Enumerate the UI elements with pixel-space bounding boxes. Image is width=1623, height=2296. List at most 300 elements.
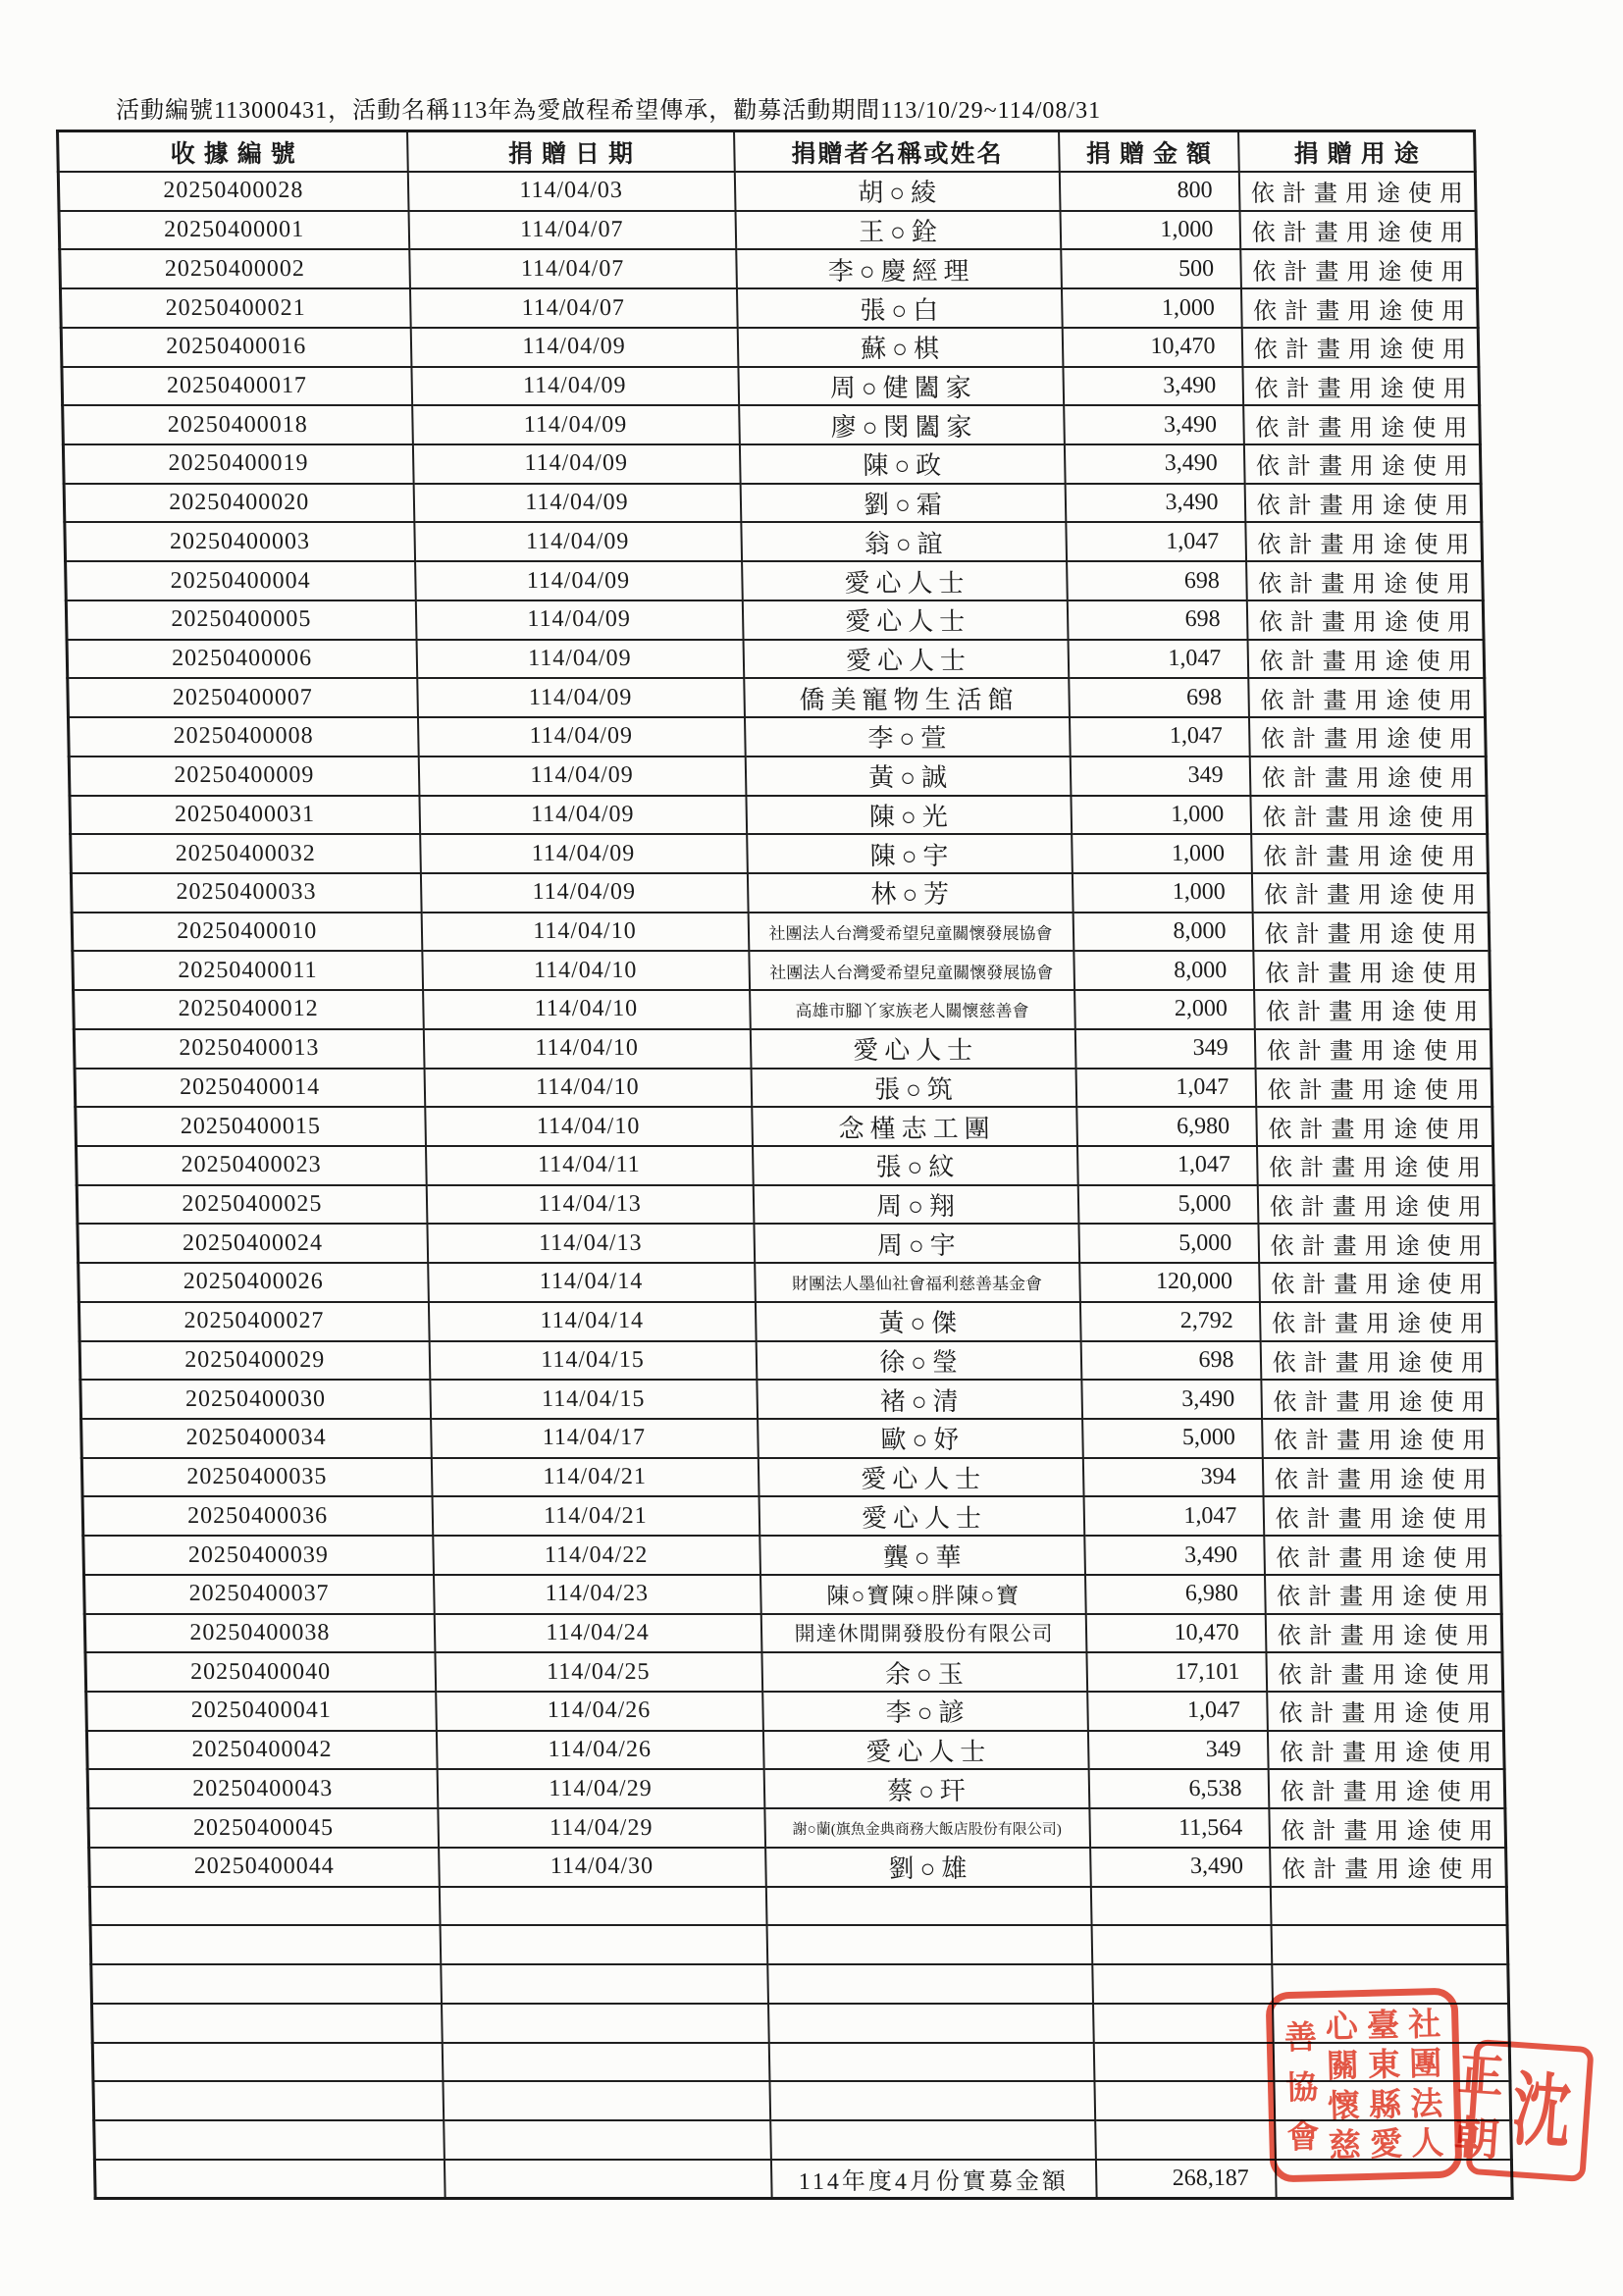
- donation-amount-cell: 6,980: [1076, 1107, 1257, 1146]
- donor-name-cell: 王○銓: [735, 211, 1061, 250]
- donor-name-cell: 張○筑: [751, 1069, 1076, 1108]
- donation-table-grid: [56, 130, 1514, 2200]
- donation-date-cell: 114/04/10: [424, 1069, 752, 1108]
- receipt-number-cell: 20250400036: [82, 1496, 433, 1536]
- empty-cell: [90, 1925, 441, 1964]
- donation-purpose-cell: 依計畫用途使用: [1259, 1302, 1496, 1341]
- donation-date-cell: 114/04/24: [434, 1614, 761, 1653]
- col-header-donor-name: 捐贈者名稱或姓名: [734, 131, 1060, 173]
- receipt-number-cell: 20250400032: [71, 834, 421, 873]
- empty-cell: [768, 2043, 1094, 2082]
- page-title: 活動編號113000431，活動名稱113年為愛啟程希望傳承，勸募活動期間113/10/29~114/08/31: [116, 98, 1102, 124]
- donor-name-cell: 劉○雄: [765, 1848, 1091, 1887]
- receipt-number-cell: 20250400024: [78, 1224, 428, 1263]
- receipt-number-cell: 20250400039: [83, 1536, 434, 1575]
- donation-amount-cell: 3,490: [1063, 367, 1243, 406]
- table-row: [83, 1536, 1501, 1575]
- empty-cell: [92, 2004, 443, 2043]
- table-row: [71, 834, 1489, 873]
- empty-cell: [768, 2004, 1094, 2043]
- donor-name-cell: 李○萱: [744, 717, 1070, 757]
- receipt-number-cell: 20250400015: [76, 1107, 426, 1146]
- donation-amount-cell: 1,047: [1076, 1146, 1257, 1185]
- donation-amount-cell: 2,000: [1074, 990, 1255, 1029]
- donation-date-cell: 114/04/03: [407, 172, 735, 211]
- donor-name-cell: 開達休閒開發股份有限公司: [760, 1614, 1086, 1653]
- donor-name-cell: 陳○寶陳○胖陳○寶: [759, 1575, 1085, 1614]
- donation-date-cell: 114/04/15: [430, 1380, 758, 1419]
- donor-name-cell: 僑美寵物生活館: [744, 678, 1070, 717]
- total-label-cell: 114年度4月份實募金額: [770, 2160, 1096, 2199]
- empty-cell: [440, 1925, 767, 1964]
- receipt-number-cell: 20250400040: [85, 1652, 436, 1692]
- donation-purpose-cell: 依計畫用途使用: [1240, 288, 1478, 328]
- header-row: [58, 131, 1476, 173]
- receipt-number-cell: 20250400037: [83, 1575, 434, 1614]
- receipt-number-cell: 20250400033: [71, 873, 421, 913]
- donation-date-cell: 114/04/13: [427, 1224, 755, 1263]
- donation-purpose-cell: 依計畫用途使用: [1245, 522, 1483, 561]
- donor-name-cell: 社團法人台灣愛希望兒童關懷發展協會: [749, 951, 1074, 990]
- empty-cell: [444, 2160, 771, 2199]
- donation-purpose-cell: 依計畫用途使用: [1268, 1769, 1505, 1808]
- donor-name-cell: 蘇○棋: [737, 328, 1063, 367]
- donation-amount-cell: 8,000: [1073, 913, 1253, 952]
- table-row: [83, 1575, 1501, 1614]
- donation-amount-cell: 11,564: [1089, 1808, 1270, 1848]
- donor-name-cell: 念槿志工團: [752, 1107, 1077, 1146]
- donation-amount-cell: 800: [1059, 172, 1239, 211]
- donor-name-cell: 愛心人士: [758, 1458, 1083, 1497]
- donation-amount-cell: 1,047: [1083, 1496, 1264, 1536]
- receipt-number-cell: 20250400009: [69, 757, 419, 796]
- donation-date-cell: 114/04/14: [428, 1263, 756, 1302]
- donation-amount-cell: 1,047: [1069, 717, 1249, 757]
- col-header-donation-amount: 捐贈金額: [1059, 131, 1239, 173]
- receipt-number-cell: 20250400025: [77, 1185, 427, 1225]
- donation-amount-cell: 394: [1082, 1458, 1263, 1497]
- empty-cell: [93, 2081, 444, 2120]
- donation-date-cell: 114/04/14: [428, 1302, 756, 1341]
- donation-purpose-cell: 依計畫用途使用: [1251, 834, 1489, 873]
- donation-date-cell: 114/04/22: [433, 1536, 760, 1575]
- receipt-number-cell: 20250400023: [76, 1146, 426, 1185]
- donation-date-cell: 114/04/09: [417, 717, 745, 757]
- receipt-number-cell: 20250400001: [59, 211, 409, 250]
- empty-cell: [767, 1964, 1093, 2004]
- table-row: [66, 561, 1484, 600]
- donation-date-cell: 114/04/09: [415, 600, 743, 640]
- table-row: [60, 288, 1478, 328]
- empty-cell: [1092, 1964, 1273, 2004]
- donor-name-cell: 張○紋: [752, 1146, 1077, 1185]
- donation-date-cell: 114/04/10: [422, 951, 750, 990]
- table-row: [68, 678, 1486, 717]
- table-row: [76, 1107, 1493, 1146]
- donor-name-cell: 愛心人士: [762, 1731, 1088, 1770]
- donation-amount-cell: 1,047: [1075, 1069, 1256, 1108]
- donation-amount-cell: 1,000: [1072, 834, 1252, 873]
- donor-name-cell: 愛心人士: [759, 1496, 1084, 1536]
- receipt-number-cell: 20250400016: [61, 328, 411, 367]
- donor-name-cell: 陳○光: [746, 796, 1072, 835]
- receipt-number-cell: 20250400028: [58, 172, 408, 211]
- donor-name-cell: 廖○閔闔家: [739, 405, 1065, 444]
- total-amount-cell: 268,187: [1095, 2160, 1276, 2199]
- table-row: [66, 600, 1484, 640]
- table-row: [86, 1731, 1504, 1770]
- donation-date-cell: 114/04/10: [425, 1107, 753, 1146]
- donor-name-cell: 歐○妤: [758, 1419, 1083, 1458]
- donation-purpose-cell: 依計畫用途使用: [1253, 951, 1491, 990]
- name-seal-given-name: 正 朝: [1452, 2047, 1506, 2166]
- donation-date-cell: 114/04/09: [417, 678, 745, 717]
- table-row: [67, 640, 1485, 679]
- donation-purpose-cell: 依計畫用途使用: [1247, 640, 1485, 679]
- empty-cell: [1093, 2043, 1274, 2082]
- table-body: [58, 172, 1512, 2198]
- donation-purpose-cell: 依計畫用途使用: [1269, 1808, 1506, 1848]
- receipt-number-cell: 20250400018: [63, 405, 413, 444]
- donation-date-cell: 114/04/26: [436, 1692, 763, 1731]
- donation-purpose-cell: 依計畫用途使用: [1246, 600, 1484, 640]
- table-row: [59, 211, 1477, 250]
- donation-date-cell: 114/04/10: [423, 990, 751, 1029]
- empty-cell: [1090, 1887, 1271, 1926]
- empty-cell: [92, 2043, 443, 2082]
- donation-amount-cell: 5,000: [1078, 1224, 1259, 1263]
- donor-name-cell: 蔡○玕: [763, 1769, 1089, 1808]
- donation-purpose-cell: 依計畫用途使用: [1241, 328, 1479, 367]
- empty-row: [90, 1925, 1508, 1964]
- receipt-number-cell: 20250400004: [66, 561, 416, 600]
- donation-date-cell: 114/04/09: [415, 561, 743, 600]
- col-header-donation-date: 捐贈日期: [407, 131, 735, 173]
- donor-name-cell: 周○翔: [753, 1185, 1078, 1225]
- donation-date-cell: 114/04/09: [411, 367, 739, 406]
- donation-purpose-cell: 依計畫用途使用: [1251, 873, 1489, 913]
- donation-purpose-cell: 依計畫用途使用: [1262, 1458, 1499, 1497]
- donation-date-cell: 114/04/09: [412, 405, 740, 444]
- donation-date-cell: 114/04/09: [410, 328, 738, 367]
- donation-purpose-cell: 依計畫用途使用: [1265, 1614, 1502, 1653]
- donation-purpose-cell: 依計畫用途使用: [1264, 1536, 1501, 1575]
- receipt-number-cell: 20250400017: [62, 367, 412, 406]
- donation-date-cell: 114/04/21: [432, 1496, 759, 1536]
- donation-amount-cell: 1,000: [1060, 211, 1240, 250]
- donation-amount-cell: 3,490: [1065, 484, 1245, 523]
- table-row: [84, 1614, 1502, 1653]
- donation-date-cell: 114/04/09: [420, 834, 748, 873]
- donation-amount-cell: 1,047: [1087, 1692, 1268, 1731]
- receipt-number-cell: 20250400031: [70, 796, 420, 835]
- receipt-number-cell: 20250400010: [72, 913, 422, 952]
- donation-purpose-cell: 依計畫用途使用: [1256, 1107, 1493, 1146]
- donation-purpose-cell: 依計畫用途使用: [1243, 444, 1481, 484]
- donation-amount-cell: 10,470: [1062, 328, 1242, 367]
- donor-name-cell: 龔○華: [759, 1536, 1085, 1575]
- donation-purpose-cell: 依計畫用途使用: [1262, 1419, 1499, 1458]
- donor-name-cell: 財團法人墨仙社會福利慈善基金會: [755, 1263, 1080, 1302]
- donation-amount-cell: 5,000: [1077, 1185, 1258, 1225]
- donation-amount-cell: 8,000: [1073, 951, 1254, 990]
- receipt-number-cell: 20250400043: [87, 1769, 438, 1808]
- donor-name-cell: 胡○綾: [734, 172, 1060, 211]
- donation-purpose-cell: 依計畫用途使用: [1242, 367, 1480, 406]
- donation-date-cell: 114/04/10: [421, 913, 749, 952]
- donation-purpose-cell: 依計畫用途使用: [1260, 1341, 1497, 1381]
- donation-amount-cell: 698: [1067, 600, 1247, 640]
- table-row: [78, 1224, 1495, 1263]
- donation-amount-cell: 1,047: [1068, 640, 1248, 679]
- donation-purpose-cell: 依計畫用途使用: [1238, 172, 1476, 211]
- donation-purpose-cell: 依計畫用途使用: [1264, 1575, 1501, 1614]
- donation-amount-cell: 1,000: [1061, 288, 1241, 328]
- donor-name-cell: 李○慶經理: [736, 249, 1062, 288]
- donation-amount-cell: 698: [1069, 678, 1249, 717]
- empty-cell: [94, 2160, 445, 2199]
- seal-column: 臺 東 縣 愛: [1366, 2006, 1403, 2164]
- donation-date-cell: 114/04/13: [426, 1185, 754, 1225]
- donation-date-cell: 114/04/09: [413, 484, 741, 523]
- donation-amount-cell: 6,980: [1084, 1575, 1265, 1614]
- donation-date-cell: 114/04/15: [429, 1341, 757, 1381]
- table-row: [86, 1692, 1504, 1731]
- donor-name-cell: 翁○誼: [741, 522, 1067, 561]
- donation-date-cell: 114/04/09: [418, 757, 746, 796]
- donation-table: [56, 130, 1511, 2200]
- donation-date-cell: 114/04/26: [436, 1731, 763, 1770]
- donation-amount-cell: 1,000: [1072, 873, 1252, 913]
- empty-cell: [89, 1887, 440, 1926]
- donor-name-cell: 陳○政: [739, 444, 1065, 484]
- empty-cell: [443, 2081, 770, 2120]
- receipt-number-cell: 20250400019: [63, 444, 413, 484]
- receipt-number-cell: 20250400008: [68, 717, 418, 757]
- donation-amount-cell: 120,000: [1079, 1263, 1260, 1302]
- donation-date-cell: 114/04/17: [431, 1419, 759, 1458]
- empty-cell: [1271, 1925, 1508, 1964]
- receipt-number-cell: 20250400034: [81, 1419, 432, 1458]
- table-row: [79, 1302, 1496, 1341]
- col-header-donation-purpose: 捐贈用途: [1238, 131, 1476, 173]
- table-row: [71, 873, 1489, 913]
- table-row: [74, 1029, 1492, 1069]
- table-row: [75, 1069, 1492, 1108]
- empty-cell: [442, 2004, 769, 2043]
- donation-date-cell: 114/04/07: [408, 211, 736, 250]
- receipt-number-cell: 20250400026: [79, 1263, 429, 1302]
- donation-date-cell: 114/04/09: [414, 522, 742, 561]
- table-row: [89, 1848, 1507, 1887]
- table-row: [68, 717, 1486, 757]
- donation-purpose-cell: 依計畫用途使用: [1244, 484, 1482, 523]
- donation-purpose-cell: 依計畫用途使用: [1257, 1185, 1494, 1225]
- table-row: [72, 913, 1490, 952]
- donation-amount-cell: 500: [1061, 249, 1241, 288]
- donation-date-cell: 114/04/29: [438, 1808, 765, 1848]
- receipt-number-cell: 20250400042: [86, 1731, 437, 1770]
- donation-amount-cell: 2,792: [1079, 1302, 1260, 1341]
- seal-column: 心 關 懷 慈: [1325, 2007, 1362, 2165]
- donation-date-cell: 114/04/10: [423, 1029, 751, 1069]
- donation-purpose-cell: 依計畫用途使用: [1267, 1731, 1504, 1770]
- empty-cell: [94, 2120, 445, 2160]
- donation-purpose-cell: 依計畫用途使用: [1248, 717, 1486, 757]
- empty-cell: [1094, 2081, 1275, 2120]
- receipt-number-cell: 20250400020: [64, 484, 414, 523]
- table-row: [62, 367, 1480, 406]
- donation-amount-cell: 5,000: [1082, 1419, 1263, 1458]
- donor-name-cell: 徐○瑩: [756, 1341, 1081, 1381]
- donation-purpose-cell: 依計畫用途使用: [1266, 1652, 1503, 1692]
- donation-amount-cell: 698: [1080, 1341, 1261, 1381]
- donation-purpose-cell: 依計畫用途使用: [1240, 249, 1478, 288]
- donation-purpose-cell: 依計畫用途使用: [1243, 405, 1481, 444]
- table-row: [65, 522, 1483, 561]
- donation-amount-cell: 10,470: [1085, 1614, 1266, 1653]
- donation-purpose-cell: 依計畫用途使用: [1249, 757, 1487, 796]
- empty-cell: [1093, 2004, 1274, 2043]
- donor-name-cell: 林○芳: [747, 873, 1073, 913]
- table-row: [77, 1185, 1494, 1225]
- table-row: [61, 328, 1479, 367]
- donor-name-cell: 愛心人士: [742, 600, 1068, 640]
- donation-purpose-cell: 依計畫用途使用: [1255, 1069, 1492, 1108]
- table-row: [69, 757, 1487, 796]
- receipt-number-cell: 20250400012: [74, 990, 424, 1029]
- donation-date-cell: 114/04/09: [412, 444, 740, 484]
- table-row: [74, 990, 1492, 1029]
- donation-date-cell: 114/04/09: [420, 873, 748, 913]
- donation-amount-cell: 698: [1067, 561, 1247, 600]
- donation-purpose-cell: 依計畫用途使用: [1248, 678, 1486, 717]
- empty-cell: [439, 1887, 766, 1926]
- donor-name-cell: 黃○誠: [745, 757, 1071, 796]
- empty-cell: [1095, 2120, 1276, 2160]
- table-row: [82, 1496, 1500, 1536]
- table-row: [63, 444, 1481, 484]
- donation-amount-cell: 3,490: [1064, 405, 1244, 444]
- donation-amount-cell: 349: [1070, 757, 1250, 796]
- table-row: [87, 1769, 1505, 1808]
- receipt-number-cell: 20250400002: [60, 249, 410, 288]
- donor-name-cell: 愛心人士: [750, 1029, 1075, 1069]
- donor-name-cell: 愛心人士: [743, 640, 1069, 679]
- organization-seal: [1265, 1987, 1462, 2182]
- table-row: [79, 1341, 1497, 1381]
- receipt-number-cell: 20250400035: [81, 1458, 432, 1497]
- table-row: [63, 405, 1481, 444]
- empty-cell: [766, 1925, 1092, 1964]
- receipt-number-cell: 20250400029: [79, 1341, 430, 1381]
- donation-amount-cell: 349: [1074, 1029, 1255, 1069]
- donation-purpose-cell: 依計畫用途使用: [1258, 1224, 1495, 1263]
- receipt-number-cell: 20250400011: [73, 951, 423, 990]
- receipt-number-cell: 20250400044: [89, 1848, 440, 1887]
- empty-cell: [442, 2043, 769, 2082]
- donation-date-cell: 114/04/09: [419, 796, 747, 835]
- receipt-number-cell: 20250400027: [79, 1302, 429, 1341]
- empty-cell: [770, 2120, 1096, 2160]
- donation-purpose-cell: 依計畫用途使用: [1250, 796, 1488, 835]
- donation-amount-cell: 3,490: [1081, 1380, 1262, 1419]
- empty-cell: [769, 2081, 1095, 2120]
- receipt-number-cell: 20250400007: [68, 678, 418, 717]
- personal-name-seal: [1452, 2039, 1594, 2182]
- col-header-receipt-number: 收據編號: [58, 131, 408, 173]
- donation-date-cell: 114/04/07: [409, 249, 737, 288]
- donor-name-cell: 愛心人士: [742, 561, 1068, 600]
- table-row: [88, 1808, 1506, 1848]
- donation-amount-cell: 3,490: [1084, 1536, 1265, 1575]
- donation-amount-cell: 6,538: [1088, 1769, 1269, 1808]
- empty-cell: [1091, 1925, 1272, 1964]
- receipt-number-cell: 20250400045: [88, 1808, 439, 1848]
- table-row: [60, 249, 1478, 288]
- table-row: [58, 172, 1476, 211]
- donation-purpose-cell: 依計畫用途使用: [1252, 913, 1490, 952]
- donation-date-cell: 114/04/29: [437, 1769, 764, 1808]
- donation-purpose-cell: 依計畫用途使用: [1267, 1692, 1504, 1731]
- receipt-number-cell: 20250400013: [74, 1029, 424, 1069]
- donor-name-cell: 周○宇: [754, 1224, 1079, 1263]
- donation-amount-cell: 17,101: [1086, 1652, 1267, 1692]
- donor-name-cell: 褚○清: [757, 1380, 1082, 1419]
- donation-purpose-cell: 依計畫用途使用: [1261, 1380, 1498, 1419]
- receipt-number-cell: 20250400003: [65, 522, 415, 561]
- donation-purpose-cell: 依計畫用途使用: [1263, 1496, 1500, 1536]
- donation-date-cell: 114/04/21: [431, 1458, 759, 1497]
- donation-amount-cell: 1,047: [1066, 522, 1246, 561]
- donation-purpose-cell: 依計畫用途使用: [1256, 1146, 1493, 1185]
- table-row: [76, 1146, 1493, 1185]
- table-row: [79, 1263, 1496, 1302]
- table-row: [81, 1458, 1499, 1497]
- donation-amount-cell: 1,000: [1071, 796, 1251, 835]
- empty-cell: [1270, 1887, 1507, 1926]
- donor-name-cell: 余○玉: [761, 1652, 1087, 1692]
- donation-date-cell: 114/04/23: [433, 1575, 760, 1614]
- donation-date-cell: 114/04/11: [425, 1146, 753, 1185]
- donation-amount-cell: 3,490: [1064, 444, 1244, 484]
- table-row: [64, 484, 1482, 523]
- empty-cell: [444, 2120, 771, 2160]
- donor-name-cell: 黃○傑: [755, 1302, 1080, 1341]
- donation-purpose-cell: 依計畫用途使用: [1254, 1029, 1492, 1069]
- receipt-number-cell: 20250400014: [75, 1069, 425, 1108]
- donor-name-cell: 劉○霜: [740, 484, 1066, 523]
- donation-purpose-cell: 依計畫用途使用: [1270, 1848, 1507, 1887]
- table-row: [81, 1419, 1499, 1458]
- empty-cell: [765, 1887, 1091, 1926]
- receipt-number-cell: 20250400038: [84, 1614, 435, 1653]
- receipt-number-cell: 20250400041: [86, 1692, 437, 1731]
- donation-purpose-cell: 依計畫用途使用: [1254, 990, 1492, 1029]
- donor-name-cell: 社團法人台灣愛希望兒童關懷發展協會: [748, 913, 1073, 952]
- receipt-number-cell: 20250400021: [60, 288, 410, 328]
- donation-date-cell: 114/04/07: [409, 288, 737, 328]
- donation-amount-cell: 349: [1087, 1731, 1268, 1770]
- table-row: [73, 951, 1491, 990]
- donor-name-cell: 李○諺: [762, 1692, 1088, 1731]
- table-row: [70, 796, 1488, 835]
- donor-name-cell: 周○健闔家: [738, 367, 1064, 406]
- empty-row: [89, 1887, 1507, 1926]
- donation-purpose-cell: 依計畫用途使用: [1246, 561, 1484, 600]
- table-row: [85, 1652, 1503, 1692]
- seal-column: 社 團 法 人: [1407, 2005, 1444, 2163]
